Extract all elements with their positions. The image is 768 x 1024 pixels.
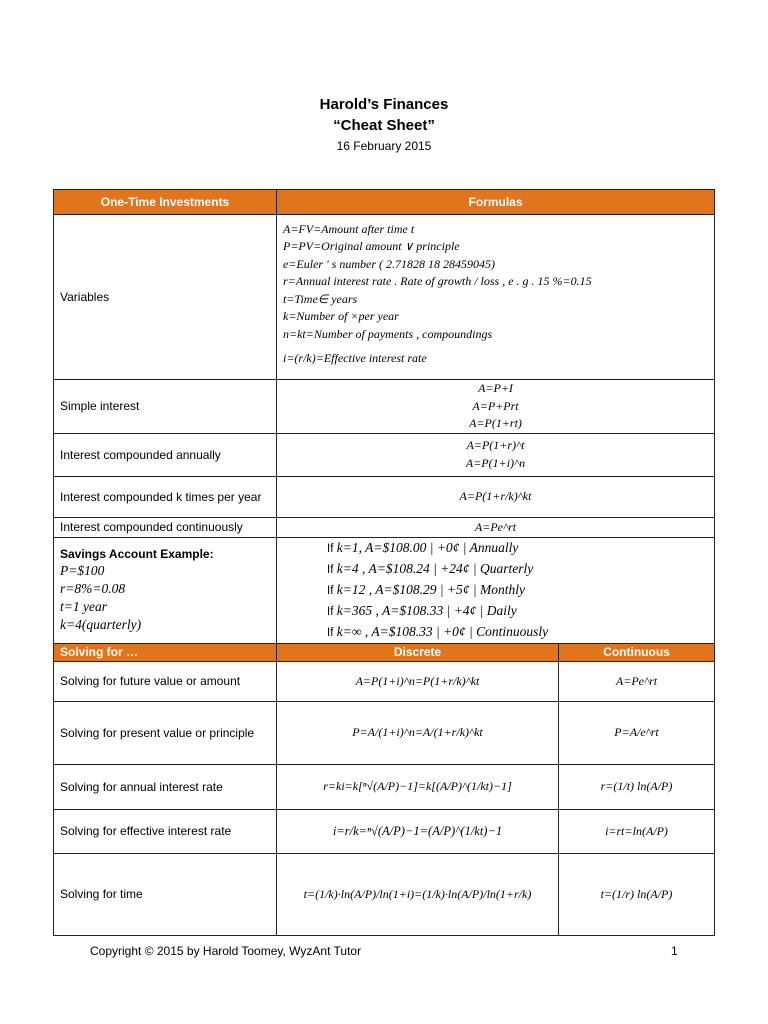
formula-line: A=P(1+i)^n [465,455,526,470]
header-discrete: Discrete [277,643,559,661]
variable-line: e=Euler ' s number ( 2.71828 18 28459045) [283,256,495,271]
page-date: 16 February 2015 [336,139,432,153]
table-row [54,215,715,380]
solve-label: Solving for present value or principle [54,701,277,764]
row-label-compounded-k-times: Interest compounded k times per year [54,476,277,517]
header-one-time-investments: One-Time Investments [54,190,277,215]
header-formulas: Formulas [277,190,715,215]
variable-line: k=Number of ×per year [283,309,399,324]
given-line: r=8%=0.08 [60,580,126,596]
solve-label: Solving for annual interest rate [54,764,277,809]
result-line: If k=12 , A=$108.29 | +5¢ | Monthly [327,581,526,597]
savings-example-title: Savings Account Example: [60,546,214,561]
variable-line: n=kt=Number of payments , compoundings [283,326,493,341]
savings-example-results [277,537,715,643]
continuous-formula: P=A/e^rt [559,701,715,764]
variable-line: i=(r/k)=Effective interest rate [283,351,427,366]
row-label-compounded-continuously: Interest compounded continuously [54,517,277,537]
table-row [54,853,715,935]
table-row [54,701,715,764]
variables-definitions [277,215,715,380]
formula-line: A=P+Prt [472,398,519,413]
table-row [54,537,715,643]
header-continuous: Continuous [559,643,715,661]
savings-example-givens [54,537,277,643]
compounded-k-times-formula: A=P(1+r/k)^kt [277,476,715,517]
formula-line: A=P(1+rt) [469,416,522,430]
table-row [54,380,715,434]
simple-interest-formulas [277,380,715,434]
compounded-continuously-formula: A=Pe^rt [277,517,715,537]
variable-line: r=Annual interest rate . Rate of growth / loss , e . g . 15 %=0.15 [283,274,592,289]
continuous-formula: A=Pe^rt [559,661,715,701]
table-row [54,517,715,537]
compounded-annually-formulas [277,433,715,476]
result-line: If k=365 , A=$108.33 | +4¢ | Daily [327,602,517,618]
table-header-row [54,190,715,215]
formula-line: A=P(1+r)^t [466,438,525,452]
solve-label: Solving for effective interest rate [54,809,277,853]
header-solving-for: Solving for … [54,643,277,661]
discrete-formula: P=A/(1+i)^n=A/(1+r/k)^kt [277,701,559,764]
discrete-formula: r=ki=k[ⁿ√(A/P)−1]=k[(A/P)^(1/kt)−1] [277,764,559,809]
formula-line: A=P+I [478,381,513,395]
solving-header-row [54,643,715,661]
result-line: If k=∞ , A=$108.33 | +0¢ | Continuously [327,623,549,639]
result-line: If k=4 , A=$108.24 | +24¢ | Quarterly [327,560,534,576]
variable-line: t=Time∈ years [283,291,358,306]
row-label-variables: Variables [54,215,277,380]
variable-line: P=PV=Original amount ∨ principle [283,239,460,254]
solve-label: Solving for time [54,853,277,935]
discrete-formula: A=P(1+i)^n=P(1+r/k)^kt [277,661,559,701]
footer-page-number: 1 [671,944,678,958]
variable-line: A=FV=Amount after time t [283,221,415,236]
table-row [54,809,715,853]
footer-copyright: Copyright © 2015 by Harold Toomey, WyzAnt Tutor [90,944,362,958]
discrete-formula: i=r/k=ⁿ√(A/P)−1=(A/P)^(1/kt)−1 [277,809,559,853]
given-line: t=1 year [60,598,107,614]
table-row [54,764,715,809]
table-row [54,661,715,701]
discrete-formula: t=(1/k)·ln(A/P)/ln(1+i)=(1/k)·ln(A/P)/ln(1+r/k) [277,853,559,935]
solve-label: Solving for future value or amount [54,661,277,701]
continuous-formula: r=(1/t) ln(A/P) [559,764,715,809]
result-line: If k=1, A=$108.00 | +0¢ | Annually [327,539,519,555]
table-row [54,476,715,517]
row-label-simple-interest: Simple interest [54,380,277,434]
continuous-formula: i=rt=ln(A/P) [559,809,715,853]
row-label-compounded-annually: Interest compounded annually [54,433,277,476]
table-row [54,433,715,476]
given-line: k=4(quarterly) [60,616,142,632]
given-line: P=$100 [60,562,105,578]
page-title: Harold’s Finances [319,96,449,113]
page-subtitle: “Cheat Sheet” [333,117,435,134]
continuous-formula: t=(1/r) ln(A/P) [559,853,715,935]
formula-table [53,189,715,936]
